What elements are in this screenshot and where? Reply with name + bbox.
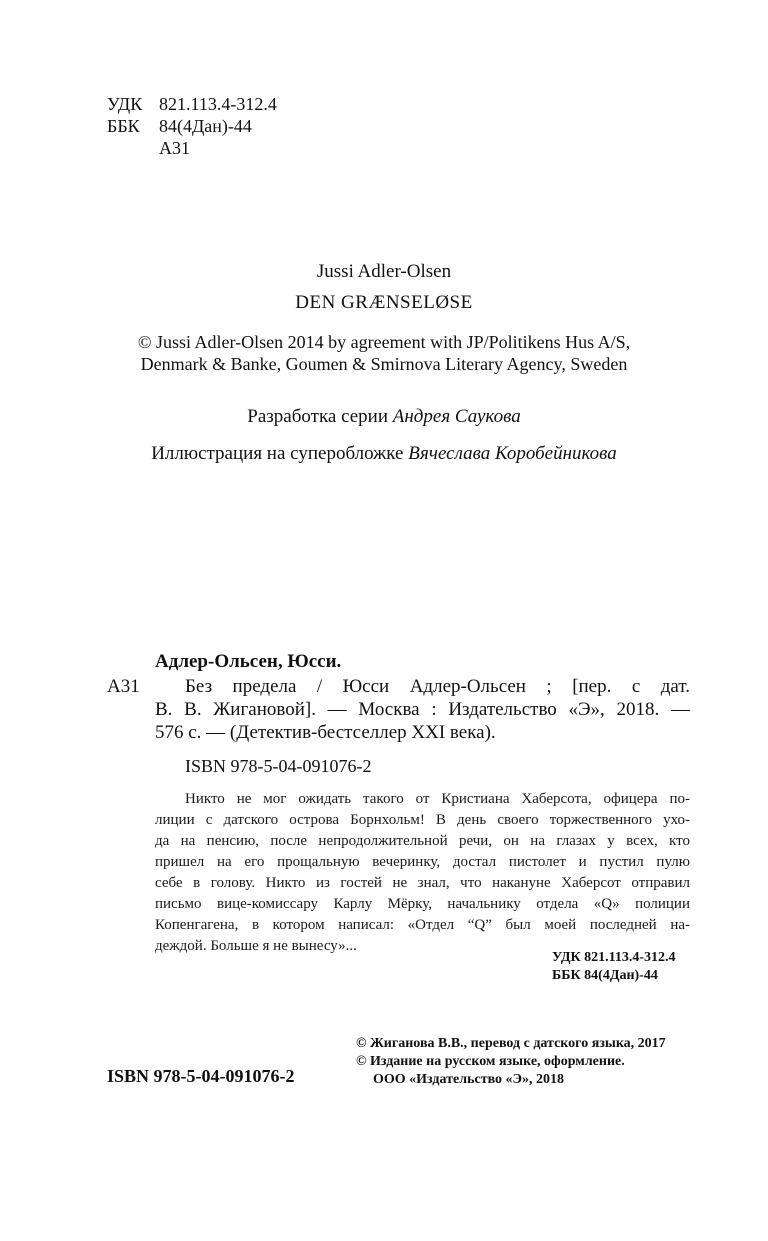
annotation-line: пришел на его прощальную вечеринку, достал пистолет и пустил пулю [155,854,690,870]
annotation-line: Копенгагена, в котором написал: «Отдел “Q” был моей последней на- [155,917,690,933]
copyright-line-2: Denmark & Banke, Goumen & Smirnova Literary Agency, Sweden [140,354,628,374]
catalog-line-3: 576 с. — (Детектив-бестселлер XXI века). [155,722,496,743]
bbk-value: 84(4Дан)-44 [159,116,252,136]
annotation-line: себе в голову. Никто из гостей не знал, что накануне Хаберсот отправил [155,875,690,891]
footer-isbn: ISBN 978-5-04-091076-2 [107,1066,295,1086]
copyright-line-1: © Jussi Adler-Olsen 2014 by agreement with JP/Politikens Hus A/S, [137,332,631,352]
annotation-line: письмо вице-комиссару Карлу Мёрку, начальнику отдела «Q» полиции [155,896,690,912]
annotation-line: да на пенсию, после непродолжительной речи, он на глазах у всех, кто [155,833,690,849]
udk-value: 821.113.4-312.4 [159,94,277,114]
series-credit [0,405,768,429]
bbk-label: ББК [107,116,140,136]
footer-copyright-translation: © Жиганова В.В., перевод с датского языка, 2017 [356,1036,666,1051]
author-mark: А31 [159,138,190,158]
catalog-author-heading: Адлер-Ольсен, Юсси. [155,651,342,672]
annotation-line: Никто не мог ожидать такого от Кристиана Хаберсота, офицера по- [185,791,690,807]
footer-copyright-publisher: ООО «Издательство «Э», 2018 [373,1072,565,1087]
original-title: DEN GRÆNSELØSE [295,292,473,313]
udk-label: УДК [107,94,143,114]
bbk-code-line [107,115,252,137]
catalog-isbn: ISBN 978-5-04-091076-2 [185,756,372,776]
footer-copyright-edition: © Издание на русском языке, оформление. [356,1054,625,1069]
footer-udk: УДК 821.113.4-312.4 [552,950,676,965]
catalog-line-2: В. В. Жигановой]. — Москва : Издательство «Э», 2018. — [155,699,690,720]
series-name: Андрея Саукова [392,406,521,427]
series-prefix: Разработка серии [247,406,389,427]
illustration-prefix: Иллюстрация на суперобложке [151,443,404,464]
catalog-mark: А31 [107,676,140,697]
catalog-line-1: Без предела / Юсси Адлер-Ольсен ; [пер. с дат. [185,676,690,697]
udk-code-line [107,93,277,115]
illustration-name: Вячеслава Коробейникова [408,443,617,464]
annotation-line: деждой. Больше я не вынесу»... [155,938,357,954]
illustration-credit [0,442,768,466]
original-copyright [0,331,768,375]
original-author: Jussi Adler-Olsen [316,261,452,282]
footer-bbk: ББК 84(4Дан)-44 [552,968,658,983]
annotation-line: лиции с датского острова Борнхольм! В день своего торжественного ухо- [155,812,690,828]
